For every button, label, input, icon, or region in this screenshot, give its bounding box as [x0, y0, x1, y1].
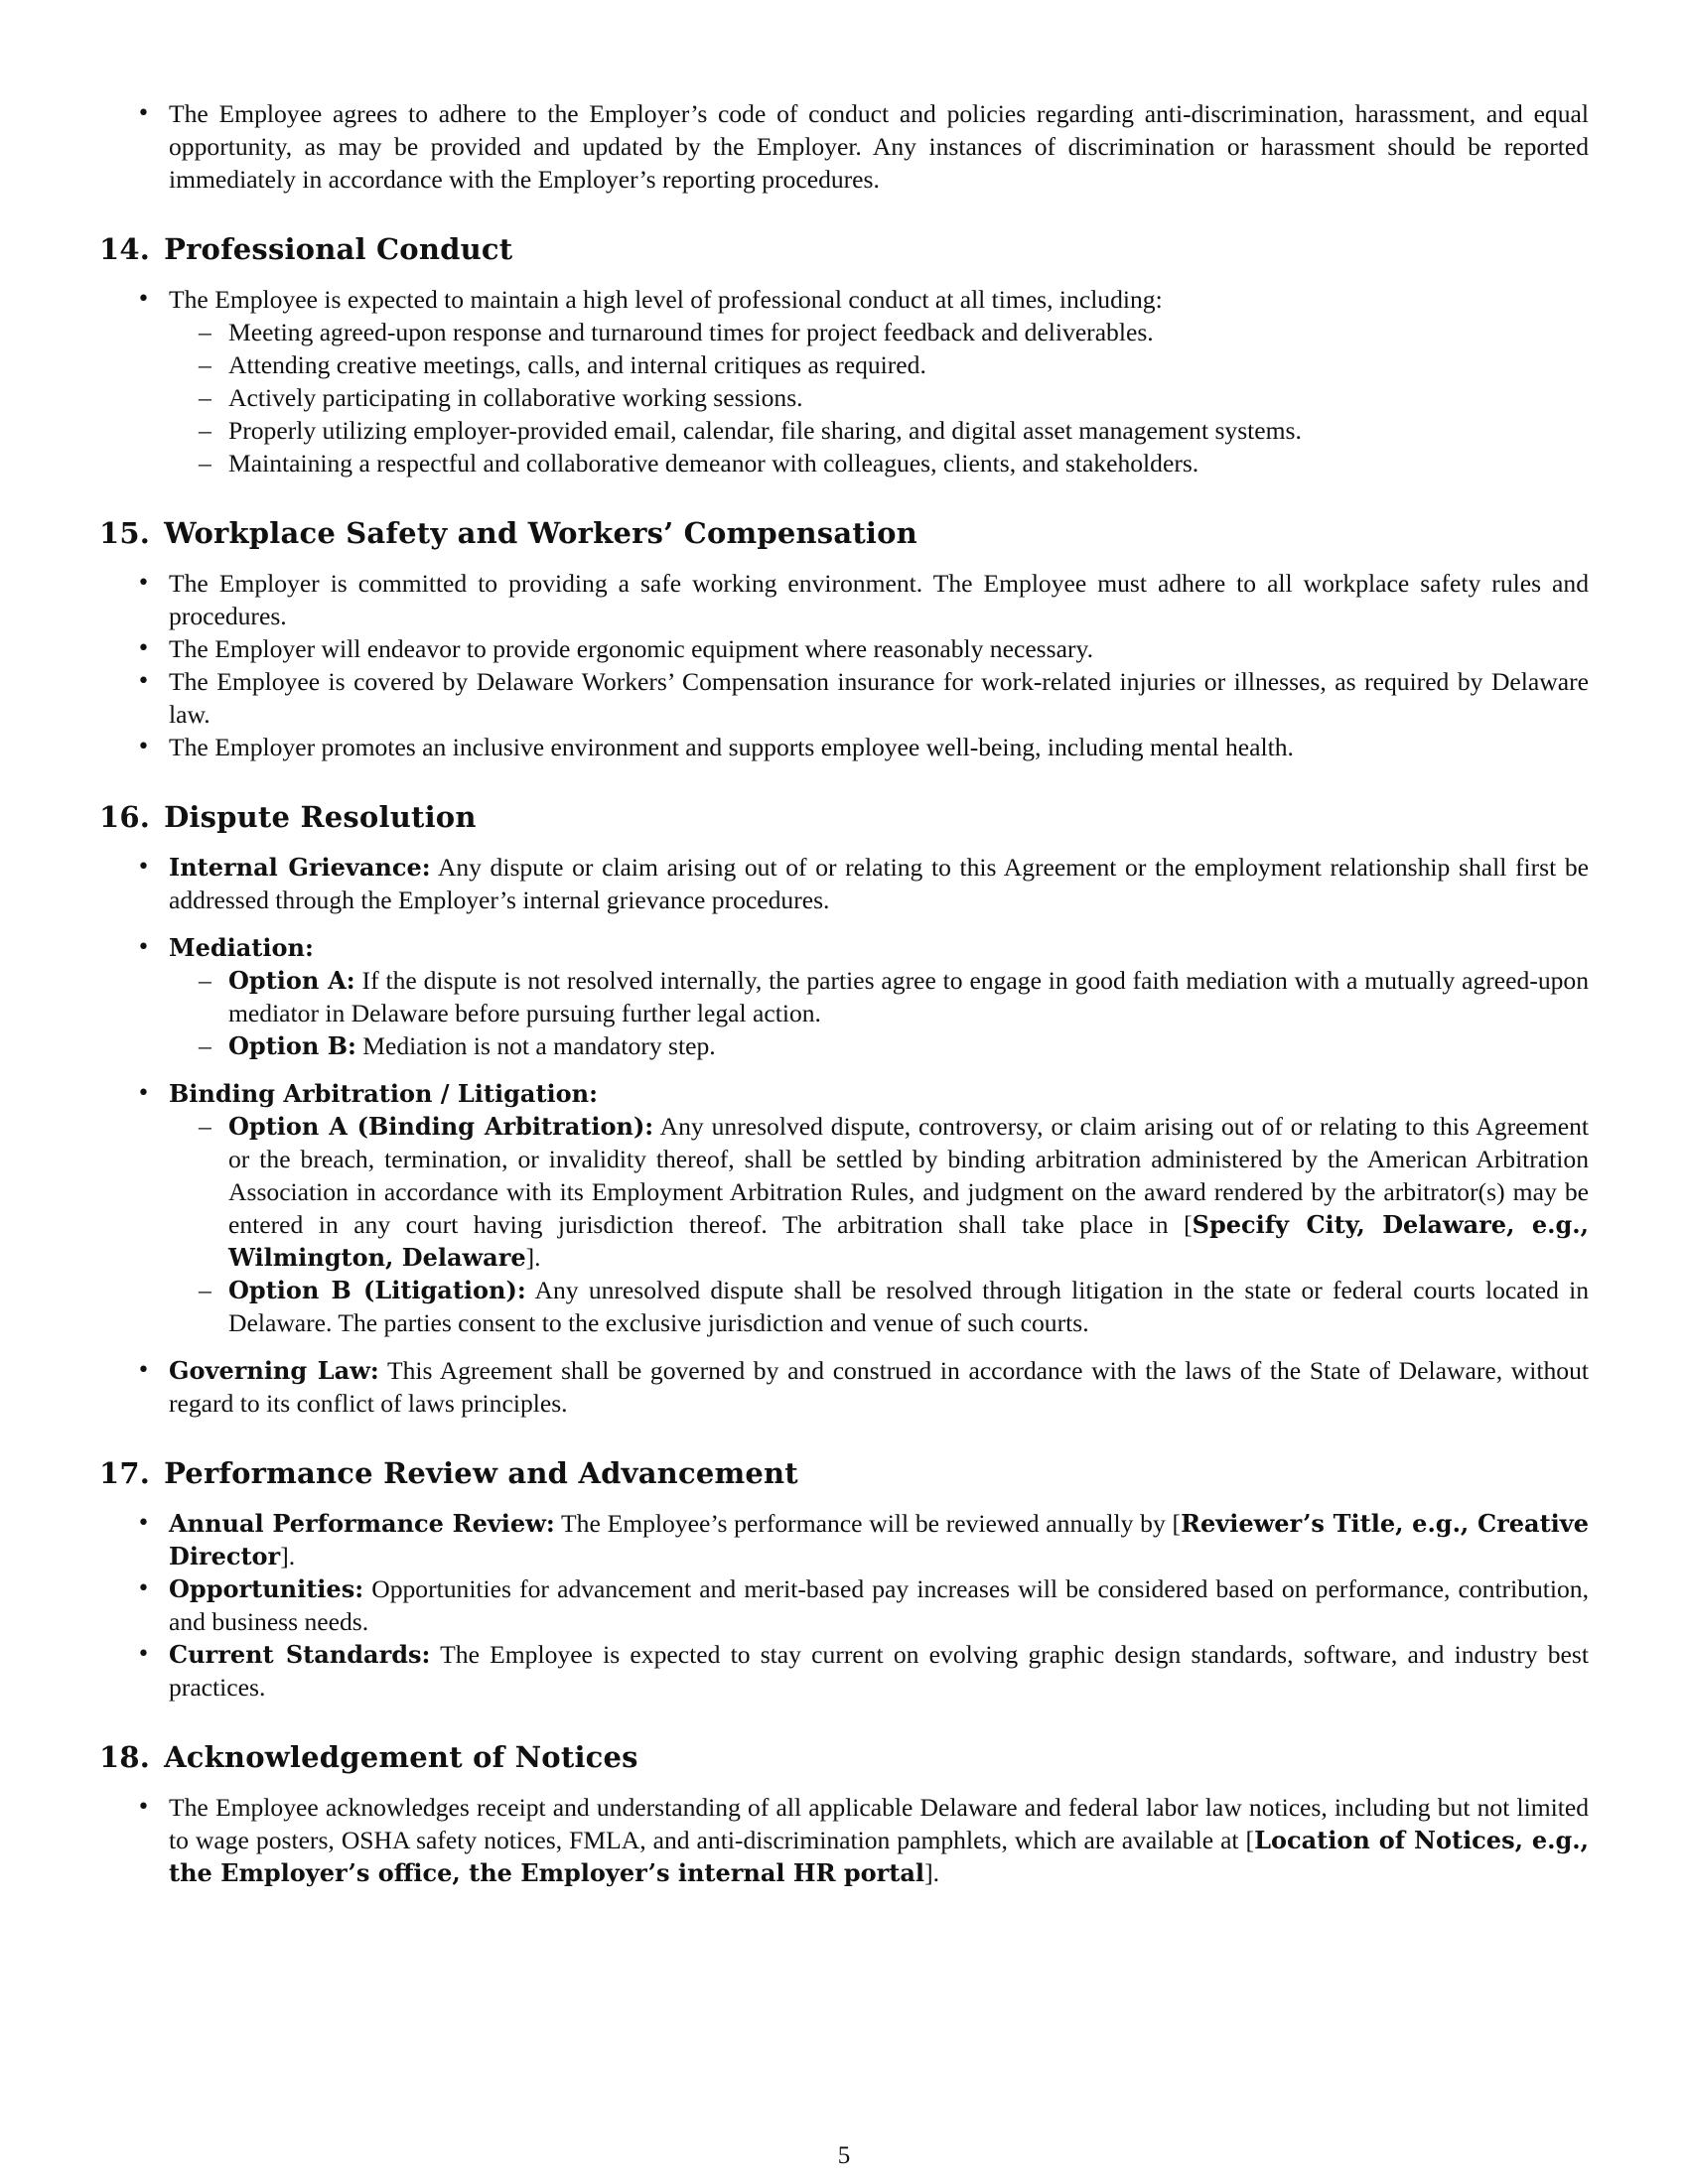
bullet-text: The Employee is expected to stay current on evolving graphic design standards, software, and industry best practices. — [169, 1640, 1589, 1702]
list-item — [99, 1572, 1589, 1638]
placeholder-text: Reviewer’s Title, e.g., Creative Director — [169, 1509, 1589, 1570]
sub-list-item — [169, 964, 1589, 1029]
section-18-list — [99, 1791, 1589, 1889]
section-title: Workplace Safety and Workers’ Compensation — [164, 516, 917, 550]
sub-list-item: – Meeting agreed-upon response and turnaround times for project feedback and deliverables. — [169, 316, 1589, 348]
list-item: • The Employer is committed to providing a safe working environment. The Employee must adhere to all workplace safety rules and procedures. — [99, 567, 1589, 632]
mediation-sublist — [169, 964, 1589, 1062]
bold-label: Governing Law: — [169, 1356, 379, 1385]
sub-list-item — [169, 1029, 1589, 1062]
arbitration-sublist — [169, 1110, 1589, 1339]
section-title: Performance Review and Advancement — [164, 1456, 798, 1490]
list-item — [99, 1638, 1589, 1704]
bold-label: Mediation: — [169, 933, 314, 962]
list-item — [99, 97, 1589, 196]
bullet-text: Mediation is not a mandatory step. — [355, 1031, 716, 1060]
section-15-list — [99, 567, 1589, 763]
sub-list-item: – Actively participating in collaborative working sessions. — [169, 381, 1589, 414]
list-item — [99, 1077, 1589, 1339]
bullet-text: If the dispute is not resolved internally, the parties agree to engage in good faith mediation with a mutually agreed-upon mediator in Delaware before pursuing further legal action. — [228, 966, 1590, 1027]
placeholder-text: Specify City, Delaware, e.g., Wilmington, Delaware — [228, 1210, 1590, 1272]
bold-label: Opportunities: — [169, 1574, 364, 1603]
intro-bullet-list — [99, 97, 1589, 196]
list-item — [99, 1791, 1589, 1889]
section-title: Professional Conduct — [164, 232, 513, 266]
section-14-list — [99, 283, 1589, 479]
list-item — [99, 931, 1589, 1062]
sub-list-item: – Attending creative meetings, calls, and internal critiques as required. — [169, 348, 1589, 381]
bullet-text: Opportunities for advancement and merit-based pay increases will be considered based on performance, contribution, and business needs. — [169, 1574, 1589, 1636]
list-item — [99, 1507, 1589, 1572]
bullet-text: ]. — [924, 1858, 939, 1887]
section-number: 17. — [99, 1456, 151, 1490]
list-item — [99, 1354, 1589, 1420]
section-number: 16. — [99, 800, 151, 834]
bold-label: Option A: — [228, 966, 355, 995]
section-15-heading — [99, 515, 1589, 551]
bullet-text: This Agreement shall be governed by and construed in accordance with the laws of the State of Delaware, without regard to its conflict of laws principles. — [169, 1356, 1589, 1418]
bullet-text: Any dispute or claim arising out of or relating to this Agreement or the employment relationship shall first be addressed through the Employer’s internal grievance procedures. — [169, 853, 1589, 914]
bold-label: Option A (Binding Arbitration): — [228, 1112, 654, 1141]
bold-label: Internal Grievance: — [169, 853, 431, 882]
section-16-heading — [99, 799, 1589, 835]
bullet-text: The Employee is expected to maintain a high level of professional conduct at all times, including: — [169, 285, 1163, 314]
list-item: • The Employee is covered by Delaware Workers’ Compensation insurance for work-related injuries or illnesses, as required by Delaware law. — [99, 665, 1589, 731]
section-17-list — [99, 1507, 1589, 1704]
section-title: Dispute Resolution — [164, 800, 477, 834]
section-number: 14. — [99, 232, 151, 266]
list-item — [99, 283, 1589, 479]
section-title: Acknowledgement of Notices — [164, 1740, 638, 1774]
bold-label: Annual Performance Review: — [169, 1509, 555, 1538]
section-14-heading — [99, 231, 1589, 267]
list-item — [99, 851, 1589, 916]
bullet-text: The Employee acknowledges receipt and understanding of all applicable Delaware and federal labor law notices, including but not limited to wage posters, OSHA safety notices, FMLA, and anti-discrimination pamphlets, which are available at [ — [169, 1793, 1589, 1854]
bullet-text: The Employee agrees to adhere to the Employer’s code of conduct and policies regarding anti-discrimination, harassment, and equal opportunity, as may be provided and updated by the Employer. Any instances of discrimination or harassment should be reported immediately in accordance with the Employer’s reporting procedures. — [169, 99, 1589, 194]
bullet-text: Any unresolved dispute, controversy, or claim arising out of or relating to this Agreement or the breach, termination, or invalidity thereof, shall be settled by binding arbitration administered by the American Arbitration Association in accordance with its Employment Arbitration Rules, and judgment on the award rendered by the arbitrator(s) may be entered in any court having jurisdiction thereof. The arbitration shall take place in [ — [228, 1112, 1589, 1239]
bold-label: Binding Arbitration / Litigation: — [169, 1079, 598, 1108]
page-content — [99, 97, 1589, 1889]
placeholder-text: Location of Notices, e.g., the Employer’s office, the Employer’s internal HR portal — [169, 1826, 1590, 1887]
section-18-heading — [99, 1739, 1589, 1775]
list-item: • The Employer promotes an inclusive environment and supports employee well-being, including mental health. — [99, 731, 1589, 763]
list-item: • The Employer will endeavor to provide ergonomic equipment where reasonably necessary. — [99, 632, 1589, 665]
sub-list-item — [169, 1274, 1589, 1339]
section-number: 18. — [99, 1740, 151, 1774]
sub-list-item: – Properly utilizing employer-provided email, calendar, file sharing, and digital asset management systems. — [169, 414, 1589, 447]
bold-label: Current Standards: — [169, 1640, 431, 1669]
page-number: 5 — [837, 2142, 851, 2169]
sub-list-item — [169, 1110, 1589, 1274]
bullet-text: ]. — [525, 1243, 541, 1272]
conduct-sublist — [169, 316, 1589, 479]
section-17-heading — [99, 1455, 1589, 1491]
section-number: 15. — [99, 516, 151, 550]
bullet-text: ]. — [280, 1542, 296, 1570]
sub-list-item: – Maintaining a respectful and collaborative demeanor with colleagues, clients, and stakeholders. — [169, 447, 1589, 479]
bullet-text: The Employee’s performance will be reviewed annually by [ — [554, 1509, 1182, 1538]
section-16-list — [99, 851, 1589, 1420]
bullet-text: Any unresolved dispute shall be resolved through litigation in the state or federal courts located in Delaware. The parties consent to the exclusive jurisdiction and venue of such courts. — [228, 1276, 1589, 1337]
bold-label: Option B: — [228, 1031, 356, 1060]
bold-label: Option B (Litigation): — [228, 1276, 526, 1304]
